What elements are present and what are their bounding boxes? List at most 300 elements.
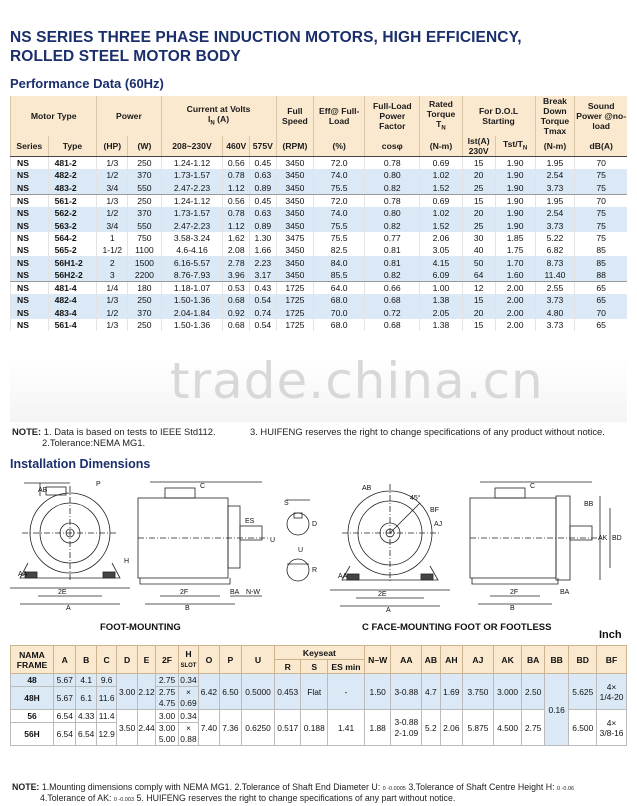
dim-s: Flat	[301, 674, 328, 710]
dim-h-x: ×	[186, 723, 191, 733]
dh-e: E	[137, 646, 155, 674]
perf-cell-hp: 2	[97, 256, 128, 268]
perf-cell-type: 56H1-2	[48, 256, 97, 268]
dim-note-2-tol: 0 -0.0005	[382, 786, 406, 792]
dh-ab: AB	[422, 646, 440, 674]
perf-cell-i575: 0.45	[250, 194, 277, 207]
perf-cell-i460: 0.56	[223, 157, 250, 170]
dh-bb: BB	[544, 646, 569, 674]
perf-cell-hp: 1/3	[97, 157, 128, 170]
label-bf: BF	[430, 507, 439, 514]
perf-cell-series: NS	[11, 157, 49, 170]
perf-row	[11, 207, 628, 219]
perf-cell-tst: 1.85	[495, 232, 535, 244]
perf-cell-sound: 70	[575, 307, 627, 319]
dim-c: 11.4	[96, 710, 116, 723]
hdr-speed: Full Speed	[276, 96, 314, 136]
perf-cell-hp: 1-1/2	[97, 244, 128, 256]
perf-row	[11, 294, 628, 306]
perf-cell-rpm: 3450	[276, 256, 314, 268]
dh-h-label: H	[185, 648, 192, 659]
perf-cell-w: 550	[128, 182, 161, 195]
dim-note-3: 3.Tolerance of Shaft Centre Height H:	[408, 782, 557, 792]
dim-d: 3.00	[117, 674, 137, 710]
hdr-eff: Eff@ Full-Load	[314, 96, 365, 136]
dim-frame: 56	[11, 710, 54, 723]
perf-cell-ist: 64	[462, 269, 495, 282]
dim-b: 4.1	[76, 674, 96, 687]
label-2e-right: 2E	[378, 591, 387, 598]
perf-cell-pf: 0.77	[365, 232, 420, 244]
dim-note-4: 4.Tolerance of AK:	[40, 793, 114, 803]
perf-cell-eff: 68.0	[314, 294, 365, 306]
hdr-tst	[495, 136, 535, 157]
dim-es: -	[328, 674, 365, 710]
perf-cell-eff: 84.0	[314, 256, 365, 268]
perf-cell-rpm: 3450	[276, 219, 314, 231]
label-c-right: C	[530, 483, 536, 490]
perf-cell-rpm: 3450	[276, 157, 314, 170]
dim-ak: 4.500	[493, 710, 522, 746]
dh-keyseat: Keyseat	[274, 646, 364, 660]
perf-cell-i460: 1.12	[223, 219, 250, 231]
dim-a: 6.54	[53, 710, 76, 723]
unit-label: Inch	[599, 629, 622, 641]
perf-cell-type: 562-2	[48, 207, 97, 219]
perf-cell-sound: 70	[575, 157, 627, 170]
perf-cell-hp: 1	[97, 232, 128, 244]
dim-e: 2.12	[137, 674, 155, 710]
dh-es: ES min	[328, 660, 365, 674]
perf-cell-w: 250	[128, 194, 161, 207]
dim-h: 0.34	[178, 674, 198, 687]
perf-cell-eff: 74.0	[314, 169, 365, 181]
perf-cell-tmax: 4.80	[535, 307, 575, 319]
hdr-bdt: Break Down Torque Tmax	[535, 96, 575, 136]
hdr-sound: Sound Power @no-load	[575, 96, 627, 136]
perf-cell-sound: 75	[575, 169, 627, 181]
foot-mount-front-view	[10, 483, 130, 604]
perf-cell-eff: 75.5	[314, 182, 365, 195]
dim-frame: 56H	[11, 723, 54, 746]
perf-cell-w: 370	[128, 207, 161, 219]
perf-cell-w: 1500	[128, 256, 161, 268]
perf-cell-pf: 0.82	[365, 219, 420, 231]
hdr-current-unit: (A)	[217, 113, 230, 124]
page-title	[10, 28, 522, 66]
hdr-motor-type: Motor Type	[11, 96, 97, 136]
hdr-nm2: (N-m)	[535, 136, 575, 157]
dim-note-3-tol: 0 -0.06	[556, 786, 575, 792]
label-es: ES	[245, 518, 255, 525]
perf-cell-series: NS	[11, 219, 49, 231]
dim-u: 0.6250	[242, 710, 275, 746]
perf-cell-type: 565-2	[48, 244, 97, 256]
perf-cell-type: 483-2	[48, 182, 97, 195]
dim-c: 11.6	[96, 687, 116, 710]
dh-ah: AH	[440, 646, 463, 674]
perf-cell-w: 250	[128, 294, 161, 306]
perf-cell-ist: 15	[462, 194, 495, 207]
perf-cell-hp: 1/3	[97, 194, 128, 207]
label-2f: 2F	[180, 589, 189, 596]
dh-bd: BD	[569, 646, 597, 674]
perf-cell-sound: 75	[575, 182, 627, 195]
dh-s: S	[301, 660, 328, 674]
perf-cell-series: NS	[11, 182, 49, 195]
dim-b: 6.54	[76, 723, 96, 746]
dim-h	[178, 723, 198, 746]
dim-c: 9.6	[96, 674, 116, 687]
perf-cell-i460: 0.53	[223, 281, 250, 294]
label-a-right: A	[386, 607, 391, 614]
dim-2f	[156, 723, 179, 746]
perf-cell-w: 370	[128, 307, 161, 319]
perf-cell-i575: 3.17	[250, 269, 277, 282]
perf-cell-i208: 1.50-1.36	[161, 319, 223, 331]
perf-row	[11, 244, 628, 256]
perf-cell-torque: 1.00	[420, 281, 462, 294]
dh-r: R	[274, 660, 301, 674]
perf-cell-i460: 1.12	[223, 182, 250, 195]
perf-row	[11, 219, 628, 231]
perf-cell-rpm: 3475	[276, 232, 314, 244]
perf-cell-i575: 0.45	[250, 157, 277, 170]
dim-p: 6.50	[219, 674, 242, 710]
label-ak: AK	[598, 535, 608, 542]
perf-cell-w: 1100	[128, 244, 161, 256]
dim-r: 0.453	[274, 674, 301, 710]
dim-ak: 3.000	[493, 674, 522, 710]
dim-u: 0.5000	[242, 674, 275, 710]
perf-cell-torque: 6.09	[420, 269, 462, 282]
dh-u: U	[242, 646, 275, 674]
perf-cell-pf: 0.68	[365, 294, 420, 306]
perf-cell-series: NS	[11, 244, 49, 256]
dim-aa: 3-0.88	[391, 674, 422, 710]
perf-cell-type: 483-4	[48, 307, 97, 319]
perf-cell-i575: 0.74	[250, 307, 277, 319]
perf-cell-i460: 0.78	[223, 207, 250, 219]
dim-o: 7.40	[199, 710, 219, 746]
perf-cell-eff: 64.0	[314, 281, 365, 294]
dim-h	[178, 687, 198, 710]
perf-cell-hp: 3	[97, 269, 128, 282]
label-ba: BA	[230, 589, 240, 596]
perf-cell-torque: 1.02	[420, 169, 462, 181]
perf-cell-i460: 1.62	[223, 232, 250, 244]
hdr-575v: 575V	[250, 136, 277, 157]
perf-cell-rpm: 3450	[276, 182, 314, 195]
dim-aj: 5.875	[463, 710, 494, 746]
hdr-db: dB(A)	[575, 136, 627, 157]
perf-cell-series: NS	[11, 169, 49, 181]
perf-cell-pf: 0.82	[365, 269, 420, 282]
perf-cell-rpm: 1725	[276, 307, 314, 319]
perf-cell-torque: 1.38	[420, 294, 462, 306]
dim-bf-thread: 1/4-20	[599, 691, 624, 702]
perf-cell-i208: 3.58-3.24	[161, 232, 223, 244]
perf-cell-i575: 1.30	[250, 232, 277, 244]
hdr-rpm: (RPM)	[276, 136, 314, 157]
perf-cell-sound: 65	[575, 319, 627, 331]
label-aj: AJ	[434, 521, 443, 528]
perf-row	[11, 232, 628, 244]
perf-cell-i575: 2.23	[250, 256, 277, 268]
perf-cell-sound: 65	[575, 294, 627, 306]
hdr-power: Power	[97, 96, 161, 136]
perf-cell-i460: 0.68	[223, 319, 250, 331]
perf-cell-ist: 25	[462, 182, 495, 195]
performance-heading: Performance Data (60Hz)	[10, 76, 164, 91]
perf-cell-w: 370	[128, 169, 161, 181]
dim-h-b: 0.69	[180, 698, 197, 708]
perf-cell-eff: 75.5	[314, 219, 365, 231]
perf-cell-i208: 6.16-5.57	[161, 256, 223, 268]
dim-2f: 3.00	[156, 710, 179, 723]
perf-cell-ist: 25	[462, 219, 495, 231]
perf-cell-torque: 2.06	[420, 232, 462, 244]
dim-d: 3.50	[117, 710, 137, 746]
perf-cell-i208: 1.73-1.57	[161, 207, 223, 219]
perf-cell-ist: 20	[462, 207, 495, 219]
dimensions-table	[10, 645, 627, 746]
perf-cell-rpm: 3450	[276, 244, 314, 256]
perf-cell-i208: 1.24-1.12	[161, 157, 223, 170]
perf-cell-ist: 40	[462, 244, 495, 256]
perf-row	[11, 169, 628, 181]
dh-ak: AK	[493, 646, 522, 674]
dim-e: 2.44	[137, 710, 155, 746]
perf-cell-w: 180	[128, 281, 161, 294]
perf-cell-pf: 0.78	[365, 157, 420, 170]
dh-c: C	[96, 646, 116, 674]
perf-cell-series: NS	[11, 194, 49, 207]
title-line-2: ROLLED STEEL MOTOR BODY	[10, 48, 241, 65]
perf-cell-i460: 2.78	[223, 256, 250, 268]
hdr-current-sym: I	[208, 113, 211, 124]
dim-bf-qty: 4×	[606, 717, 617, 728]
perf-cell-series: NS	[11, 281, 49, 294]
hdr-torque-sym: T	[436, 118, 442, 129]
dim-h-x: ×	[186, 687, 191, 697]
perf-cell-sound: 75	[575, 232, 627, 244]
hdr-tst-n: N	[522, 145, 528, 152]
perf-cell-i208: 1.73-1.57	[161, 169, 223, 181]
perf-row	[11, 256, 628, 268]
dim-aj: 3.750	[463, 674, 494, 710]
perf-cell-i208: 4.6-4.16	[161, 244, 223, 256]
perf-cell-torque: 1.02	[420, 207, 462, 219]
hdr-208v: 208~230V	[161, 136, 223, 157]
perf-row	[11, 194, 628, 207]
perf-cell-tst: 1.90	[495, 194, 535, 207]
dim-bf	[597, 710, 627, 746]
dh-b: B	[76, 646, 96, 674]
perf-cell-series: NS	[11, 207, 49, 219]
dh-bf: BF	[597, 646, 627, 674]
perf-cell-eff: 82.5	[314, 244, 365, 256]
perf-cell-eff: 68.0	[314, 319, 365, 331]
perf-cell-i575: 0.63	[250, 169, 277, 181]
perf-cell-pf: 0.68	[365, 319, 420, 331]
perf-cell-i208: 1.24-1.12	[161, 194, 223, 207]
perf-cell-tmax: 11.40	[535, 269, 575, 282]
perf-cell-series: NS	[11, 319, 49, 331]
label-ab: AB	[38, 487, 48, 494]
perf-cell-eff: 75.5	[314, 232, 365, 244]
perf-row	[11, 319, 628, 331]
dim-aa-b: 2-1.09	[394, 727, 419, 738]
hdr-pf: Full-Load Power Factor	[365, 96, 420, 136]
perf-cell-pf: 0.66	[365, 281, 420, 294]
perf-cell-sound: 75	[575, 219, 627, 231]
label-nw: N-W	[246, 589, 260, 596]
caption-c-face: C FACE-MOUNTING FOOT OR FOOTLESS	[362, 622, 552, 633]
perf-cell-sound: 85	[575, 244, 627, 256]
perf-cell-i460: 0.78	[223, 169, 250, 181]
perf-cell-type: 561-4	[48, 319, 97, 331]
perf-cell-tst: 1.75	[495, 244, 535, 256]
performance-table	[10, 96, 627, 331]
dim-note-5: 5. HUIFENG reserves the right to change specifications of any part without notice.	[136, 793, 456, 803]
perf-cell-tmax: 3.73	[535, 294, 575, 306]
perf-row	[11, 157, 628, 170]
dim-bf	[597, 674, 627, 710]
perf-cell-rpm: 1725	[276, 294, 314, 306]
perf-cell-i460: 0.68	[223, 294, 250, 306]
perf-cell-ist: 15	[462, 157, 495, 170]
shaft-key-details	[286, 500, 310, 581]
perf-cell-w: 250	[128, 319, 161, 331]
dim-nw: 1.88	[364, 710, 391, 746]
note-label: NOTE:	[12, 426, 42, 437]
label-45: 45°	[410, 495, 421, 502]
perf-cell-series: NS	[11, 256, 49, 268]
perf-row	[11, 269, 628, 282]
perf-cell-i575: 0.89	[250, 182, 277, 195]
dim-ah: 1.69	[440, 674, 463, 710]
dim-b: 4.33	[76, 710, 96, 723]
perf-cell-rpm: 3450	[276, 194, 314, 207]
label-s: S	[284, 500, 289, 507]
label-r: R	[312, 567, 318, 574]
perf-cell-rpm: 3450	[276, 207, 314, 219]
dim-a: 5.67	[53, 687, 76, 710]
dim-note-4-tol: 0 -0.003	[113, 797, 135, 803]
perf-cell-torque: 3.05	[420, 244, 462, 256]
dim-2f-a: 2.75	[158, 687, 176, 697]
perf-cell-hp: 1/2	[97, 307, 128, 319]
perf-cell-pf: 0.78	[365, 194, 420, 207]
perf-cell-sound: 70	[575, 194, 627, 207]
perf-cell-w: 750	[128, 232, 161, 244]
perf-cell-tmax: 8.73	[535, 256, 575, 268]
dim-a: 6.54	[53, 723, 76, 746]
dim-note-2: 2.Tolerance of Shaft End Diameter U:	[234, 782, 383, 792]
perf-cell-sound: 85	[575, 256, 627, 268]
perf-cell-tst: 1.90	[495, 169, 535, 181]
perf-cell-sound: 88	[575, 269, 627, 282]
performance-notes	[12, 426, 216, 437]
dim-note-label: NOTE:	[12, 782, 40, 792]
perf-cell-i575: 0.43	[250, 281, 277, 294]
hdr-tst-label: Tst/T	[503, 138, 523, 149]
perf-cell-eff: 70.0	[314, 307, 365, 319]
dim-aa	[391, 710, 422, 746]
perf-cell-type: 56H2-2	[48, 269, 97, 282]
perf-cell-type: 481-2	[48, 157, 97, 170]
perf-cell-i460: 0.56	[223, 194, 250, 207]
perf-cell-ist: 50	[462, 256, 495, 268]
perf-cell-torque: 2.05	[420, 307, 462, 319]
perf-cell-tmax: 3.73	[535, 319, 575, 331]
perf-cell-series: NS	[11, 294, 49, 306]
perf-cell-tst: 1.90	[495, 157, 535, 170]
label-u: U	[270, 537, 276, 544]
perf-cell-rpm: 1725	[276, 281, 314, 294]
perf-cell-tst: 1.90	[495, 207, 535, 219]
dh-o: O	[199, 646, 219, 674]
dim-2f-b: 5.00	[158, 734, 176, 744]
c-face-front-view	[330, 484, 450, 606]
perf-cell-i208: 2.04-1.84	[161, 307, 223, 319]
hdr-torque-n: N	[441, 125, 446, 132]
perf-cell-pf: 0.81	[365, 244, 420, 256]
perf-cell-w: 2200	[128, 269, 161, 282]
dim-ab: 5.2	[422, 710, 440, 746]
dim-frame: 48H	[11, 687, 54, 710]
perf-cell-i208: 8.76-7.93	[161, 269, 223, 282]
perf-cell-tst: 1.70	[495, 256, 535, 268]
dim-h-b: 0.88	[180, 734, 197, 744]
perf-cell-hp: 1/2	[97, 169, 128, 181]
perf-cell-type: 564-2	[48, 232, 97, 244]
dh-ba: BA	[522, 646, 545, 674]
perf-cell-pf: 0.80	[365, 169, 420, 181]
perf-cell-hp: 3/4	[97, 182, 128, 195]
perf-cell-i460: 0.92	[223, 307, 250, 319]
dim-h: 0.34	[178, 710, 198, 723]
label-aa: AA	[18, 571, 28, 578]
dh-h	[178, 646, 198, 674]
dim-r: 0.517	[274, 710, 301, 746]
perf-cell-tmax: 6.82	[535, 244, 575, 256]
label-a: A	[66, 605, 71, 612]
hdr-460v: 460V	[223, 136, 250, 157]
dim-2f-a: 3.00	[158, 723, 176, 733]
hdr-type: Type	[48, 136, 97, 157]
label-h: H	[124, 558, 130, 565]
perf-cell-pf: 0.81	[365, 256, 420, 268]
note-2: 2.Tolerance:NEMA MG1.	[42, 437, 146, 448]
perf-cell-tst: 2.00	[495, 281, 535, 294]
label-ab-right: AB	[362, 485, 372, 492]
dim-c: 12.9	[96, 723, 116, 746]
perf-cell-i575: 1.66	[250, 244, 277, 256]
dim-bd: 6.500	[569, 710, 597, 746]
perf-cell-ist: 12	[462, 281, 495, 294]
dim-bf-thread: 3/8-16	[599, 727, 624, 738]
perf-cell-eff: 74.0	[314, 207, 365, 219]
perf-cell-i460: 2.08	[223, 244, 250, 256]
perf-cell-series: NS	[11, 307, 49, 319]
dim-b: 6.1	[76, 687, 96, 710]
dim-bd: 5.625	[569, 674, 597, 710]
dim-frame: 48	[11, 674, 54, 687]
perf-cell-torque: 0.69	[420, 194, 462, 207]
perf-cell-ist: 20	[462, 307, 495, 319]
